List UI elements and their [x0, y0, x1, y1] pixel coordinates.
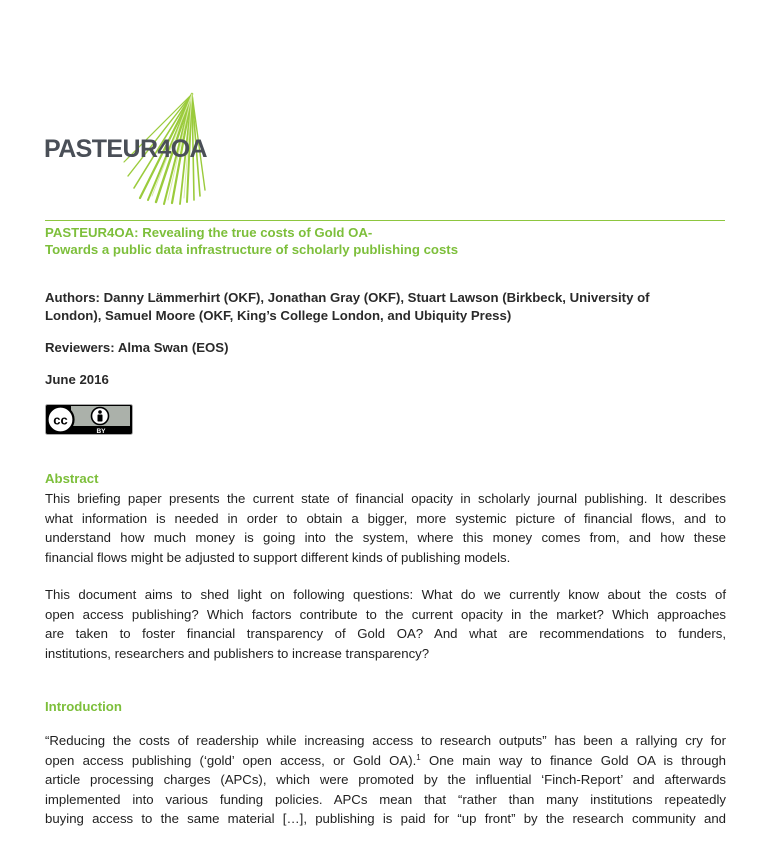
intro-line: “Reducing the costs of readership while increasing access to research outputs” has been a rallying cry for — [45, 733, 726, 748]
abstract-paragraph-1 — [45, 489, 726, 567]
title-line-2: Towards a public data infrastructure of scholarly publishing costs — [45, 242, 459, 257]
title-divider — [45, 220, 725, 221]
authors-line-1: Authors: Danny Lämmerhirt (OKF), Jonathan Gray (OKF), Stuart Lawson (Birkbeck, University of — [45, 290, 650, 305]
abstract-p1-line: what information is needed in order to obtain a bigger, more systemic picture of financial flows, and to — [45, 510, 726, 526]
abstract-p1-line: financial flows might be adjusted to support different kinds of publishing models. — [45, 549, 511, 565]
svg-text:cc: cc — [53, 412, 68, 428]
introduction-paragraph — [45, 731, 726, 829]
intro-line: article processing charges (APCs), which were promoted by the influential ‘Finch-Report’ and afterwards — [45, 772, 726, 788]
abstract-heading: Abstract — [45, 471, 99, 486]
authors-line-2: London), Samuel Moore (OKF, King’s College London, and Ubiquity Press) — [45, 307, 512, 323]
publication-date: June 2016 — [45, 372, 109, 387]
intro-line: buying access to the same material […], publishing is paid for “up front” by the research community and — [45, 811, 726, 827]
introduction-heading: Introduction — [45, 699, 122, 714]
pasteur4oa-logo — [44, 92, 214, 208]
document-title — [45, 224, 458, 258]
intro-line: implemented into various funding policies. APCs mean that “rather than many institutions repeatedly — [45, 791, 726, 807]
intro-line-2a: open access publishing (‘gold’ open access, or Gold OA). — [45, 752, 417, 768]
intro-line — [45, 751, 726, 771]
authors — [45, 289, 735, 324]
by-label: BY — [96, 428, 106, 435]
abstract-p1-line: This briefing paper presents the current state of financial opacity in scholarly journal publishing. It describes — [45, 491, 726, 506]
abstract-p2-line: institutions, researchers and publishers to increase transparency? — [45, 645, 430, 661]
intro-line-2b: One main way to finance Gold OA is through — [420, 752, 726, 768]
abstract-p1-line: understand how much money is going into the system, where this money comes from, and how these — [45, 530, 726, 546]
abstract-paragraph-2 — [45, 585, 726, 663]
reviewers: Reviewers: Alma Swan (EOS) — [45, 340, 229, 355]
abstract-p2-line: open access publishing? Which factors contribute to the current opacity in the market? Which approaches — [45, 606, 726, 622]
cc-by-license-badge — [45, 404, 133, 435]
footnote-marker[interactable]: 1 — [416, 752, 421, 762]
title-line-1: PASTEUR4OA: Revealing the true costs of Gold OA- — [45, 225, 373, 240]
abstract-p2-line: This document aims to shed light on following questions: What do we currently know about the costs of — [45, 587, 726, 602]
logo-wordmark: PASTEUR4OA — [44, 135, 208, 163]
abstract-p2-line: are taken to foster financial transparency of Gold OA? And what are recommendations to funders, — [45, 626, 726, 642]
